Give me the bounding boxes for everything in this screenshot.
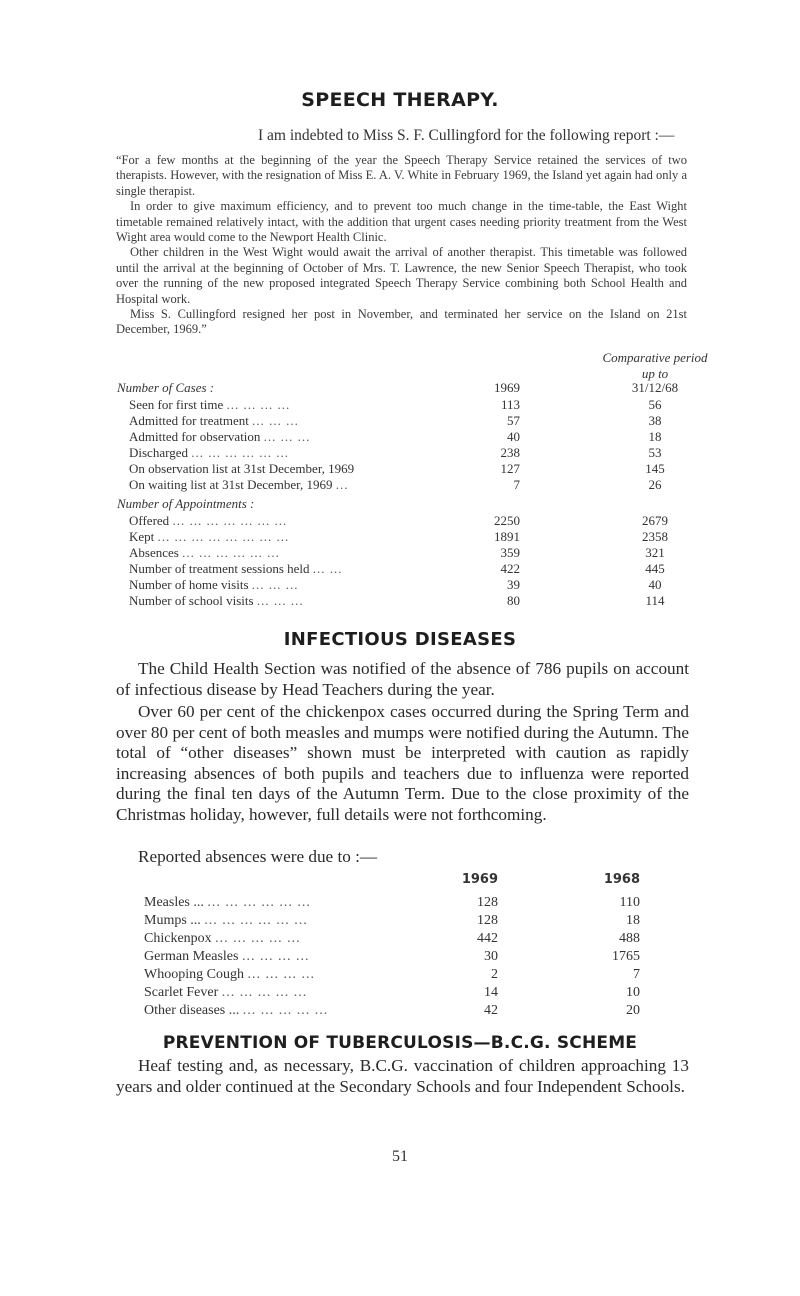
absence-row-1968: 110 (619, 895, 640, 910)
absence-row-1968: 10 (626, 985, 640, 1000)
stat-row-prev: 2358 (642, 529, 668, 544)
absence-row-label: Measles ... ... ... ... ... ... ... (144, 895, 311, 910)
stat-row-1969: 422 (500, 561, 520, 576)
absence-row-1969: 128 (477, 895, 498, 910)
stat-row-label: Absences ... ... ... ... ... ... (129, 545, 280, 560)
page-number: 51 (392, 1148, 408, 1165)
stat-row-label: Kept ... ... ... ... ... ... ... ... (129, 529, 290, 544)
stat-row-label: Admitted for treatment ... ... ... (129, 413, 299, 428)
stat-row-1969: 113 (500, 397, 520, 412)
stat-row-prev: 26 (648, 477, 662, 492)
stat-row-label: Admitted for observation ... ... ... (129, 429, 311, 444)
stat-row-label: Number of treatment sessions held ... ... (129, 561, 343, 576)
stat-row-1969: 7 (513, 477, 520, 492)
absence-row-1969: 2 (491, 967, 498, 982)
stat-row-1969: 2250 (494, 513, 520, 528)
stat-row-prev: 56 (648, 397, 662, 412)
report-paragraph: Other children in the West Wight would await the arrival of another therapist. This timetable was followed until the arrival at the beginning of October of Mrs. T. Lawrence, the new Senior Speech Therapist, who took over the running of the new proposed integrated Speech Therapy Service combining both School Health and Hospital work. (116, 245, 687, 306)
absence-row-label: German Measles ... ... ... ... (144, 949, 310, 964)
stat-row-prev: 321 (645, 545, 665, 560)
comparative-period-label: Comparative period up to (602, 350, 708, 381)
absence-row-1968: 20 (626, 1003, 640, 1018)
col-header-comparative: 31/12/68 (631, 380, 679, 395)
absence-row-1969: 128 (477, 913, 498, 928)
absence-row-1968: 488 (619, 931, 640, 946)
absences-col-header-1968: 1968 (603, 872, 640, 887)
absence-row-1969: 30 (484, 949, 498, 964)
absence-row-1969: 14 (484, 985, 498, 1000)
stat-row-prev: 38 (648, 413, 662, 428)
stat-row-label: Discharged ... ... ... ... ... ... (129, 445, 289, 460)
report-paragraph: Miss S. Cullingford resigned her post in November, and terminated her service on the Island on 21st December, 1969.” (116, 307, 687, 337)
tuberculosis-heading: PREVENTION OF TUBERCULOSIS—B.C.G. SCHEME (162, 1033, 638, 1053)
absence-row-label: Whooping Cough ... ... ... ... (144, 967, 315, 982)
absence-row-label: Scarlet Fever ... ... ... ... ... (144, 985, 308, 1000)
absence-row-1968: 18 (626, 913, 640, 928)
stat-row-prev: 114 (645, 593, 665, 608)
absence-row-label: Chickenpox ... ... ... ... ... (144, 931, 301, 946)
stat-row-prev: 18 (648, 429, 662, 444)
appointments-section-label: Number of Appointments : (117, 496, 255, 511)
infectious-diseases-heading: INFECTIOUS DISEASES (283, 629, 517, 650)
stat-row-prev: 40 (648, 577, 662, 592)
stat-row-1969: 57 (507, 413, 520, 428)
speech-report (116, 153, 687, 338)
absence-row-1968: 7 (633, 967, 640, 982)
col-header-1969: 1969 (494, 380, 520, 395)
absence-row-label: Other diseases ... ... ... ... ... ... (144, 1003, 329, 1018)
stat-row-label: Number of school visits ... ... ... (129, 593, 304, 608)
speech-intro: I am indebted to Miss S. F. Cullingford for the following report :— (258, 127, 675, 144)
stat-row-label: Offered ... ... ... ... ... ... ... (129, 513, 288, 528)
stat-row-label: On waiting list at 31st December, 1969 ... (129, 477, 349, 492)
stat-row-1969: 1891 (494, 529, 520, 544)
stat-row-1969: 359 (500, 545, 520, 560)
absence-row-1969: 442 (477, 931, 498, 946)
report-paragraph: “For a few months at the beginning of the year the Speech Therapy Service retained the services of two therapists. However, with the resignation of Miss E. A. V. White in February 1969, the Island yet again had only a single therapist. (116, 153, 687, 198)
stat-row-1969: 127 (500, 461, 520, 476)
absence-row-label: Mumps ... ... ... ... ... ... ... (144, 913, 308, 928)
stat-row-prev: 2679 (642, 513, 668, 528)
infectious-paragraph-1: The Child Health Section was notified of the absence of 786 pupils on account of infectious disease by Head Teachers during the year. (116, 659, 689, 699)
stat-row-1969: 80 (507, 593, 520, 608)
tuberculosis-paragraph: Heaf testing and, as necessary, B.C.G. vaccination of children approaching 13 years and older continued at the Secondary Schools and four Independent Schools. (116, 1056, 689, 1096)
stat-row-label: Seen for first time ... ... ... ... (129, 397, 291, 412)
absence-row-1968: 1765 (612, 949, 640, 964)
stat-row-label: On observation list at 31st December, 1969 (129, 461, 355, 476)
absence-row-1969: 42 (484, 1003, 498, 1018)
speech-therapy-heading: SPEECH THERAPY. (301, 89, 499, 111)
stat-row-label: Number of home visits ... ... ... (129, 577, 299, 592)
absences-col-header-1969: 1969 (461, 872, 498, 887)
stat-row-prev: 145 (645, 461, 665, 476)
stat-row-prev: 53 (648, 445, 662, 460)
report-paragraph: In order to give maximum efficiency, and to prevent too much change in the time-table, the East Wight timetable remained relatively intact, with the addition that urgent cases needing priority treatment from the West Wight area would come to the Newport Health Clinic. (116, 199, 687, 245)
stat-row-1969: 39 (507, 577, 520, 592)
stat-row-1969: 238 (500, 445, 520, 460)
infectious-paragraph-2: Over 60 per cent of the chickenpox cases occurred during the Spring Term and over 80 per cent of both measles and mumps were notified during the Autumn. The total of “other diseases” shown must be interpreted with caution as rapidly increasing absences of both pupils and teachers due to influenza were reported during the final ten days of the Autumn Term. Due to the close proximity of the Christmas holiday, however, full details were not forthcoming. (116, 702, 689, 824)
cases-section-label: Number of Cases : (117, 380, 215, 395)
reported-absences-label: Reported absences were due to :— (138, 847, 378, 866)
stat-row-1969: 40 (507, 429, 520, 444)
stat-row-prev: 445 (645, 561, 665, 576)
